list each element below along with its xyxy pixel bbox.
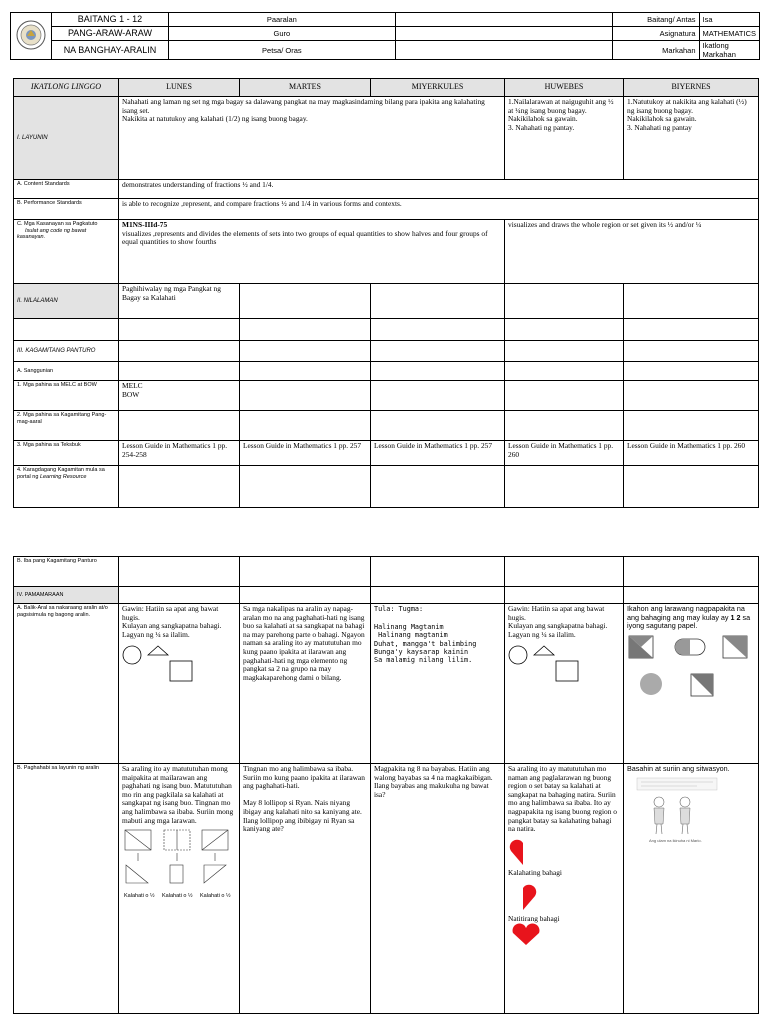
day-header-wednesday: MIYERKULES [371, 79, 505, 97]
header-table [10, 12, 760, 60]
empty-cell [119, 341, 240, 362]
pamamaraan-label: IV. PAMAMARAAN [14, 587, 119, 604]
empty-cell [119, 319, 240, 341]
paghahabi-mon [119, 764, 240, 1014]
layunin-label: I. LAYUNIN [14, 97, 119, 180]
shaded-region [723, 636, 747, 658]
day-header-friday: BIYERNES [624, 79, 759, 97]
nilalaman-fri [624, 284, 759, 319]
illustration-caption: Ang ulam na ikinuha ni Mario. [649, 837, 702, 843]
balik-aral-wed [371, 604, 505, 764]
grade-label: Baitang/ Antas [612, 13, 699, 27]
nilalaman-label: II. NILALAMAN [14, 284, 119, 319]
empty-cell [240, 362, 371, 381]
empty-cell [240, 319, 371, 341]
empty-cell [624, 341, 759, 362]
deped-seal [11, 13, 52, 60]
fri-text-post: sa iyong sagutang papel. [627, 612, 751, 630]
empty-cell [240, 411, 371, 441]
empty-cell [371, 466, 505, 508]
teksbuk-wed: Lesson Guide in Mathematics 1 pp. 257 [371, 441, 505, 466]
layunin-thu: 1.Nailalarawan at naiguguhit ang ½ at ¼ng isang buong bagay. Nakikilahok sa gawain. 3. Nahahati ng pantay. [505, 97, 624, 180]
empty-cell [624, 411, 759, 441]
content-standards-label: A. Content Standards [14, 180, 119, 199]
speech-text-box [637, 778, 717, 790]
child-head-icon [680, 797, 690, 807]
layunin-mon-wed: Nahahati ang laman ng set ng mga bagay sa dalawang pangkat na may magkasindaming bilang para ipakita ang kalahating isang set. Nakikita at natutukoy ang kalahati (1/2) ng isang buong bagay. [119, 97, 505, 180]
paghahabi-wed: Magpakita ng 8 na bayabas. Hatiin ang walong bayabas sa 4 na magkakaibigan. Ilang bayabas ang makukuha ng bawat isa? [371, 764, 505, 1014]
paghahabi-label: B. Paghahabi sa layunin ng aralin [14, 764, 119, 1014]
subject-value: MATHEMATICS [699, 27, 759, 41]
balik-aral-mon [119, 604, 240, 764]
empty-row-label [14, 319, 119, 341]
teacher-value [395, 27, 612, 41]
shapes-to-divide-figure [508, 643, 588, 683]
paghahabi-mon-text: Sa araling ito ay matututuhan mong maipakita at mailarawan ang paghahati ng isang buo. Matututuhan mo rin ang pagkilala sa kalahati at sangkapat ng isang buo. Tingnan mo ang halimbawa sa ibaba. Suriin mong mabuti ang mga larawan. [122, 764, 234, 825]
empty-cell [624, 381, 759, 411]
day-header-thursday: HUWEBES [505, 79, 624, 97]
paghahabi-fri-text: Basahin at suriin ang sitwasyon. [627, 764, 730, 773]
situation-illustration [627, 776, 727, 846]
caption-2: Kalahati o ½ [162, 893, 193, 900]
empty-cell [240, 381, 371, 411]
triangle-shape [534, 646, 554, 655]
whole-heart-icon [508, 923, 544, 945]
quarter-value: Ikatlong Markahan [699, 41, 759, 60]
caption-kalahati: Kalahating bahagi [508, 868, 562, 878]
melc-label: 1. Mga pahina sa MELC at BOW [14, 381, 119, 411]
competencies-subtitle: Isulat ang code ng bawat kasanayan. [17, 227, 87, 240]
empty-cell [371, 341, 505, 362]
balik-aral-label: A. Balik-Aral sa nakaraang aralin at/o pagsisimula ng bagong aralin. [14, 604, 119, 764]
competencies-mon-wed [119, 220, 505, 284]
iba-pang-kagamitan-label: B. Iba pang Kagamitang Panturo [14, 557, 119, 587]
empty-cell [119, 411, 240, 441]
empty-cell [505, 319, 624, 341]
empty-cell [240, 341, 371, 362]
content-standards-text: demonstrates understanding of fractions ½ and 1/4. [119, 180, 759, 199]
caption-natitira: Natitirang bahagi [508, 913, 560, 923]
half-rect [170, 865, 183, 883]
title-line-3: NA BANGHAY-ARALIN [51, 41, 168, 60]
empty-cell [624, 557, 759, 587]
fri-text-pre: Ikahon ang larawang nagpapakita na ang bahaging ang may kulay ay [627, 604, 745, 622]
empty-cell [505, 341, 624, 362]
caption-3: Kalahati o ½ [200, 893, 231, 900]
empty-cell [119, 557, 240, 587]
empty-cell [505, 381, 624, 411]
teksbuk-fri: Lesson Guide in Mathematics 1 pp. 260 [624, 441, 759, 466]
half-heart-icon [508, 882, 538, 912]
performance-standards-text: is able to recognize ,represent, and compare fractions ½ and 1/4 in various forms and contexts. [119, 199, 759, 220]
nilalaman-tue [240, 284, 371, 319]
balik-aral-mon-text: Gawin: Hatiin sa apat ang bawat hugis. Kulayan ang sangkapatna bahagi. Lagyan ng ¼ sa ilalim. [122, 604, 222, 639]
kagamitan-label: III. KAGAMITANG PANTURO [14, 341, 119, 362]
square-shape [170, 661, 192, 681]
teksbuk-tue: Lesson Guide in Mathematics 1 pp. 257 [240, 441, 371, 466]
karagdagang-label-text: 4. Karagdagang Kagamitan mula sa portal ng [17, 467, 105, 480]
melc-mon: MELC BOW [119, 381, 240, 411]
circle-shape [123, 646, 141, 664]
date-label: Petsa/ Oras [168, 41, 395, 60]
paghahabi-tue: Tingnan mo ang halimbawa sa ibaba. Suriin mo kung paano ipakita at ilarawan ang paghahati-hati. May 8 lollipop si Ryan. Nais niyang ibigay ang kalahati nito sa kaniyang ate. Ilang lollipop ang ibibigay ni Ryan sa kaniyang ate? [240, 764, 371, 1014]
empty-cell [505, 362, 624, 381]
nilalaman-thu [505, 284, 624, 319]
paghahabi-thu-text: Sa araling ito ay matututuhan mo naman ang paglalarawan ng buong region o set batay sa kalahati at sangkapat na bahaging natira. Suriin mo ang halimbawa sa ibaba. Ito ay nagpapakita ng isang buong region o pangkat batay sa kalahating bahagi na natira. [508, 764, 617, 834]
competencies-title: C. Mga Kasanayan sa Pagkatuto [17, 221, 98, 227]
seal-icon [16, 20, 46, 50]
sanggunian-label: A. Sanggunian [14, 362, 119, 381]
teacher-label: Guro [168, 27, 395, 41]
teksbuk-label: 3. Mga pahina sa Teksbuk [14, 441, 119, 466]
balik-aral-tue: Sa mga nakalipas na aralin ay napag-aralan mo na ang paghahati-hati ng isang buo sa kalahati at sa sangkapat na bahagi na may parehong parte o bahagi. Ngayon naman sa araling ito ay matututuhan mo kung paano ipakita at ilarawan ang paghahati-hati ng mga elemento ng pangkat sa 2 na grupo na may magkakaparehong dami o bilang. [240, 604, 371, 764]
week-header: IKATLONG LINGGO [14, 79, 119, 97]
date-value [395, 41, 612, 60]
empty-cell [505, 587, 624, 604]
competency-code: M1NS-IIId-75 [122, 220, 168, 229]
karagdagang-label-ital: Learning Resource [39, 473, 87, 480]
halves-examples-figure [122, 827, 234, 905]
half-triangle [204, 865, 226, 883]
day-header-tuesday: MARTES [240, 79, 371, 97]
title-line-1: BAITANG 1 - 12 [51, 13, 168, 27]
triangle-shape [148, 646, 168, 655]
empty-cell [119, 466, 240, 508]
balik-aral-fri [624, 604, 759, 764]
shape-circle-shaded [640, 673, 662, 695]
grade-value: Isa [699, 13, 759, 27]
empty-cell [624, 362, 759, 381]
day-header-monday: LUNES [119, 79, 240, 97]
empty-cell [371, 381, 505, 411]
subject-label: Asignatura [612, 27, 699, 41]
school-label: Paaralan [168, 13, 395, 27]
empty-cell [505, 557, 624, 587]
fri-text-fraction: 1 2 [730, 612, 741, 622]
shapes-to-divide-figure [122, 643, 202, 683]
school-value [395, 13, 612, 27]
quarter-label: Markahan [612, 41, 699, 60]
half-heart-icon [508, 837, 538, 867]
empty-cell [371, 557, 505, 587]
empty-cell [624, 466, 759, 508]
empty-cell [240, 557, 371, 587]
shaded-shapes-figure [627, 634, 752, 712]
performance-standards-label: B. Performance Standards [14, 199, 119, 220]
square-shape [556, 661, 578, 681]
teksbuk-mon: Lesson Guide in Mathematics 1 pp. 254-258 [119, 441, 240, 466]
lesson-plan-table-1 [13, 78, 759, 508]
empty-cell [371, 587, 505, 604]
balik-aral-fri-text [627, 605, 755, 631]
competencies-label [14, 220, 119, 284]
karagdagang-label [14, 466, 119, 508]
shaded-region [691, 674, 713, 696]
kagamitang-pang-mag-aaral-label: 2. Mga pahina sa Kagamitang Pang-mag-aaral [14, 411, 119, 441]
layunin-fri: 1.Natutukoy at nakikita ang kalahati (½) ng isang buong bagay. Nakikilahok sa gawain. 3. Nahahati ng pantay [624, 97, 759, 180]
child-head-icon [654, 797, 664, 807]
caption-1: Kalahati o ½ [124, 893, 155, 900]
empty-cell [240, 587, 371, 604]
empty-cell [624, 319, 759, 341]
nilalaman-mon: Paghihiwalay ng mga Pangkat ng Bagay sa Kalahati [119, 284, 240, 319]
balik-aral-thu-text: Gawin: Hatiin sa apat ang bawat hugis. Kulayan ang sangkapatna bahagi. Lagyan ng ¼ sa ilalim. [508, 604, 608, 639]
empty-cell [119, 587, 240, 604]
lesson-plan-table-2 [13, 556, 759, 1014]
circle-shape [509, 646, 527, 664]
half-triangle [126, 865, 148, 883]
paghahabi-thu [505, 764, 624, 1014]
competency-text: visualizes ,represents and divides the elements of sets into two groups of equal quantities to show halves and four groups of equal quantities to show fourths [122, 228, 488, 247]
empty-cell [624, 587, 759, 604]
empty-cell [371, 362, 505, 381]
poem-lines: Halinang Magtanim Halinang magtanim Duhat, mangga't balimbing Bunga'y kaysarap kainin Sa malamig nilang lilim. [374, 623, 477, 665]
teksbuk-thu: Lesson Guide in Mathematics 1 pp. 260 [505, 441, 624, 466]
empty-cell [371, 319, 505, 341]
empty-cell [240, 466, 371, 508]
empty-cell [505, 466, 624, 508]
empty-cell [119, 362, 240, 381]
balik-aral-thu [505, 604, 624, 764]
paghahabi-fri [624, 764, 759, 1014]
title-line-2: PANG-ARAW-ARAW [51, 27, 168, 41]
nilalaman-wed [371, 284, 505, 319]
poem-heading: Tula: Tugma: [374, 605, 424, 613]
empty-cell [371, 411, 505, 441]
empty-cell [505, 411, 624, 441]
competencies-thu-fri: visualizes and draws the whole region or set given its ½ and/or ¼ [505, 220, 759, 284]
